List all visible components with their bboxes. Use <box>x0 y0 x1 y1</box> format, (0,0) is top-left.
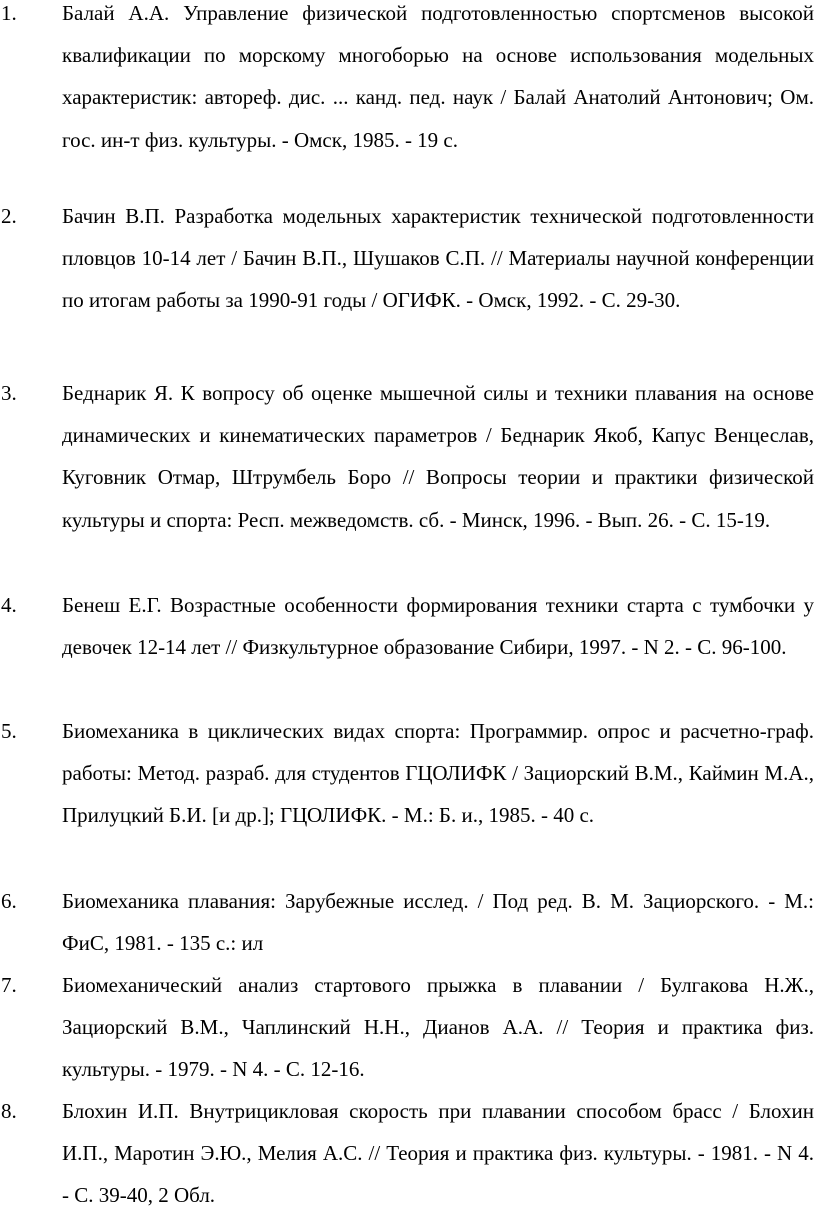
reference-text: Бачин В.П. Разработка модельных характеристик технической подготовленности пловцов 10-14 лет / Бачин В.П., Шушаков С.П. // Материалы научной конференции по итогам работы за 1990-91 годы / ОГИФК. - Омск, 1992. - С. 29-30. <box>62 204 814 313</box>
reference-number: 3. <box>1 381 17 405</box>
reference-text: Биомеханический анализ стартового прыжка в плавании / Булгакова Н.Ж., Зациорский В.М., Чаплинский Н.Н., Дианов А.А. // Теория и практика физ. культуры. - 1979. - N 4. - С. 12-16. <box>62 973 814 1082</box>
reference-text: Беднарик Я. К вопросу об оценке мышечной силы и техники плавания на основе динамических и кинематических параметров / Беднарик Якоб, Капус Венцеслав, Куговник Отмар, Штрумбель Боро // Вопросы теории и практики физической культуры и спорта: Респ. межведомств. сб. - Минск, 1996. - Вып. 26. - С. 15-19. <box>62 381 814 532</box>
reference-number: 1. <box>1 1 17 25</box>
reference-number: 4. <box>1 593 17 617</box>
reference-number: 2. <box>1 204 17 228</box>
reference-text: Биомеханика плавания: Зарубежные исслед. / Под ред. В. М. Зациорского. - М.: ФиС, 1981. - 135 с.: ил <box>62 889 814 956</box>
reference-number: 7. <box>1 973 17 997</box>
reference-number: 8. <box>1 1099 17 1123</box>
reference-text: Бенеш Е.Г. Возрастные особенности формирования техники старта с тумбочки у девочек 12-14 лет // Физкультурное образование Сибири, 1997. - N 2. - С. 96-100. <box>62 593 814 660</box>
reference-text: Балай А.А. Управление физической подготовленностью спортсменов высокой квалификации по морскому многоборью на основе использования модельных характеристик: автореф. дис. ... канд. пед. наук / Балай Анатолий Антонович; Ом. гос. ин-т физ. культуры. - Омск, 1985. - 19 с. <box>62 1 814 152</box>
reference-text: Блохин И.П. Внутрицикловая скорость при плавании способом брасс / Блохин И.П., Маротин Э.Ю., Мелия А.С. // Теория и практика физ. культуры. - 1981. - N 4. - С. 39-40, 2 Обл. <box>62 1099 814 1208</box>
reference-number: 6. <box>1 889 17 913</box>
reference-text: Биомеханика в циклических видах спорта: Программир. опрос и расчетно-граф. работы: Метод. разраб. для студентов ГЦОЛИФК / Зациорский В.М., Каймин М.А., Прилуцкий Б.И. [и др.]; ГЦОЛИФК. - М.: Б. и., 1985. - 40 с. <box>62 719 814 828</box>
reference-number: 5. <box>1 719 17 743</box>
